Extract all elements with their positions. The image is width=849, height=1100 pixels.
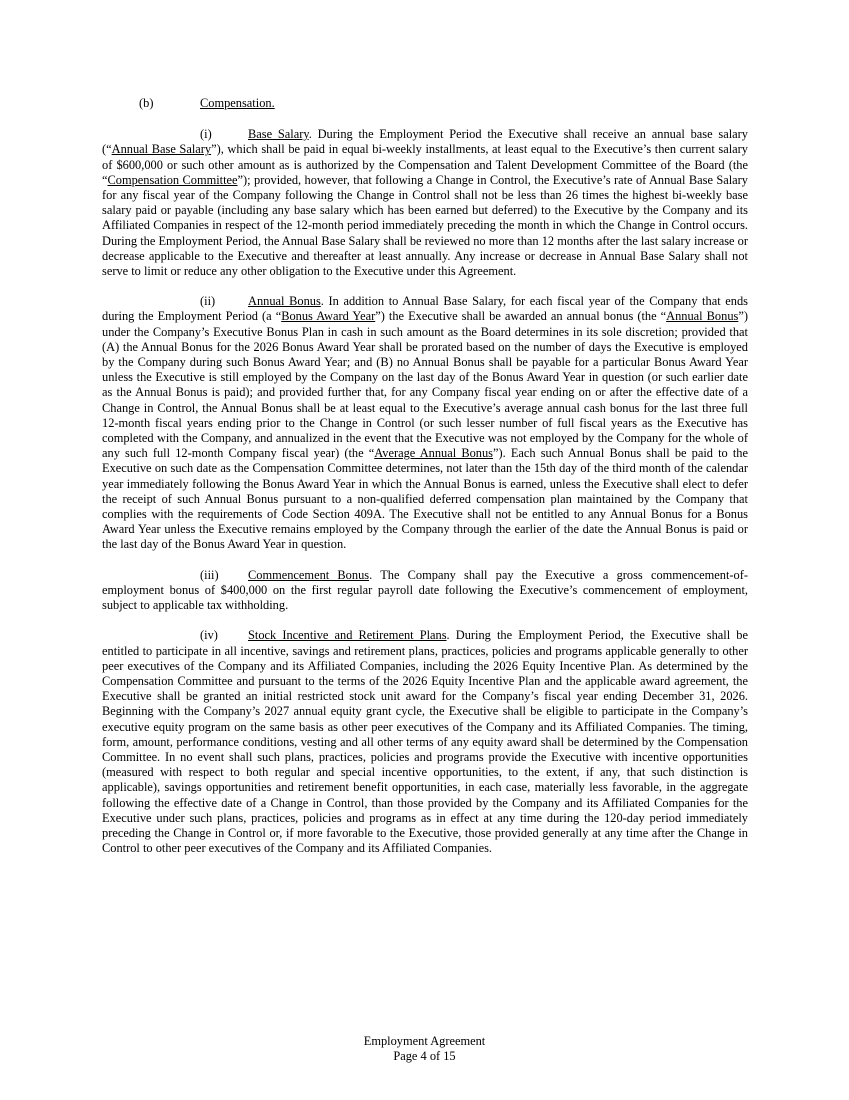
defined-term: Annual Base Salary	[111, 142, 212, 157]
paragraph-number: (i)	[200, 127, 212, 142]
paragraph-text: ”) under the Company’s Executive Bonus Plan in cash in such amount as the Board determines in its sole discretion; provided that (A) the Annual Bonus for the 2026 Bonus Award Year shall be prorated based on the number of days the Executive is employed by the Company during such Bonus Award Year; and (B) no Annual Bonus shall be payable for a particular Bonus Award Year unless the Executive is still employed by the Company on the last day of the Bonus Award Year in question (or such earlier date as the Annual Bonus is paid); and provided further that, for any Company fiscal year ending on or after the effective date of a Change in Control, the Annual Bonus shall be at least equal to the Executive’s average annual cash bonus for the last three full 12-month fiscal years ending prior to the Change in Control (or such lesser number of full fiscal years as the Executive has completed with the Company, and annualized in the event that the Executive was not employed by the Company for the whole of any such full 12-month Company fiscal year) (the “	[102, 309, 748, 461]
paragraph-text: ”). Each such Annual Bonus shall be paid to the Executive on such date as the Compensation Committee determines, not later than the 15th day of the third month of the calendar year immediately following the Bonus Award Year in which the Annual Bonus is earned, unless the Executive shall elect to defer the receipt of such Annual Bonus pursuant to a non-qualified deferred compensation plan maintained by the Company that complies with the requirements of Code Section 409A. The Executive shall not be entitled to any Annual Bonus for a Bonus Award Year unless the Executive remains employed by the Company through the earlier of the date the Annual Bonus is paid or the last day of the Bonus Award Year in question.	[102, 446, 749, 552]
paragraph-title: Commencement Bonus	[248, 567, 370, 582]
defined-term: Annual Bonus	[666, 309, 739, 324]
paragraph-stock-incentive: (iv) Stock Incentive and Retirement Plans. During the Employment Period, the Executive shall be entitled to participate in all incentive, savings and retirement plans, practices, policies and programs applicable generally to other peer executives of the Company and its Affiliated Companies, including the 2026 Equity Incentive Plan. As determined by the Compensation Committee and pursuant to the terms of the 2026 Equity Incentive Plan and the applicable award agreement, the Executive shall be granted an initial restricted stock unit award for the Company’s fiscal year ending December 31, 2026. Beginning with the Company’s 2027 annual equity grant cycle, the Executive shall be eligible to participate in the Company’s executive equity program on the same basis as other peer executives of the Company and its Affiliated Companies. The timing, form, amount, performance conditions, vesting and all other terms of any equity award shall be determined by the Compensation Committee. In no event shall such plans, practices, policies and programs provide the Executive with incentive opportunities (measured with respect to both regular and special incentive opportunities, to the extent, if any, that such distinction is applicable), savings opportunities and retirement benefit opportunities, in each case, materially less favorable, in the aggregate following the effective date of a Change in Control, than those provided by the Company and its Affiliated Companies for the Executive under such plans, practices, policies and programs as in effect at any time during the 120-day period immediately preceding the Change in Control or, if more favorable to the Executive, those provided generally at any time after the Change in Control to other peer executives of the Company and its Affiliated Companies.	[102, 628, 748, 856]
defined-term: Compensation Committee	[107, 172, 238, 187]
paragraph-title: Stock Incentive and Retirement Plans	[248, 628, 447, 643]
paragraph-title: Base Salary	[248, 127, 309, 142]
paragraph-commencement-bonus: (iii) Commencement Bonus. The Company shall pay the Executive a gross commencement-of-employment bonus of $400,000 on the first regular payroll date following the Executive’s commencement of employment, subject to applicable tax withholding.	[102, 567, 748, 613]
paragraph-base-salary: (i) Base Salary. During the Employment Period the Executive shall receive an annual base salary (“Annual Base Salary”), which shall be paid in equal bi-weekly installments, at least equal to the Executive’s then current salary of $600,000 or such other amount as is authorized by the Compensation and Talent Development Committee of the Board (the “Compensation Committee”); provided, however, that following a Change in Control, the Executive’s rate of Annual Base Salary for any fiscal year of the Company following the Change in Control shall not be less than 26 times the highest bi-weekly base salary paid or payable (including any base salary which has been earned but deferred) to the Executive by the Company and its Affiliated Companies in respect of the 12-month period immediately preceding the month in which the Change in Control occurs. During the Employment Period, the Annual Base Salary shall be reviewed no more than 12 months after the last salary increase or decrease applicable to the Executive and thereafter at least annually. Any increase or decrease in Annual Base Salary shall not serve to limit or reduce any other obligation to the Executive under this Agreement.	[102, 127, 748, 279]
section-number: (b)	[139, 96, 154, 110]
paragraph-text: In addition to Annual Base Salary, for each fiscal year of the Company that ends during the Employment Period (a “	[102, 294, 748, 324]
paragraph-text: ”), which shall be paid in equal bi-weekly installments, at least equal to the Executive’s then current salary of $600,000 or such other amount as is authorized by the Compensation and Talent Development Committee of the Board (the “	[102, 142, 748, 187]
document-page	[102, 90, 748, 871]
paragraph-number: (ii)	[200, 294, 216, 309]
paragraph-text: ”); provided, however, that following a Change in Control, the Executive’s rate of Annual Base Salary for any fiscal year of the Company following the Change in Control shall not be less than 26 times the highest bi-weekly base salary paid or payable (including any base salary which has been earned but deferred) to the Executive by the Company and its Affiliated Companies in respect of the 12-month period immediately preceding the month in which the Change in Control occurs. During the Employment Period, the Annual Base Salary shall be reviewed no more than 12 months after the last salary increase or decrease applicable to the Executive and thereafter at least annually. Any increase or decrease in Annual Base Salary shall not serve to limit or reduce any other obligation to the Executive under this Agreement.	[102, 172, 748, 279]
footer-page-number: Page 4 of 15	[393, 1049, 456, 1063]
page-footer	[0, 1034, 849, 1064]
paragraph-text: During the Employment Period, the Executive shall be entitled to participate in all incentive, savings and retirement plans, practices, policies and programs applicable generally to other peer executives of the Company and its Affiliated Companies, including the 2026 Equity Incentive Plan. As determined by the Compensation Committee and pursuant to the terms of the 2026 Equity Incentive Plan and the applicable award agreement, the Executive shall be granted an initial restricted stock unit award for the Company’s fiscal year ending December 31, 2026. Beginning with the Company’s 2027 annual equity grant cycle, the Executive shall be eligible to participate in the Company’s executive equity program on the same basis as other peer executives of the Company and its Affiliated Companies. The timing, form, amount, performance conditions, vesting and all other terms of any equity award shall be determined by the Compensation Committee. In no event shall such plans, practices, policies and programs provide the Executive with incentive opportunities (measured with respect to both regular and special incentive opportunities, to the extent, if any, that such distinction is applicable), savings opportunities and retirement benefit opportunities, in each case, materially less favorable, in the aggregate following the effective date of a Change in Control, than those provided by the Company and its Affiliated Companies for the Executive under such plans, practices, policies and programs as in effect at any time during the 120-day period immediately preceding the Change in Control or, if more favorable to the Executive, those provided generally at any time after the Change in Control to other peer executives of the Company and its Affiliated Companies.	[102, 628, 748, 856]
paragraph-title: Annual Bonus	[248, 294, 321, 309]
footer-document-title: Employment Agreement	[363, 1034, 486, 1048]
section-title: Compensation.	[200, 96, 275, 110]
paragraph-text: ”) the Executive shall be awarded an annual bonus (the “	[375, 309, 667, 324]
defined-term: Average Annual Bonus	[374, 446, 493, 461]
section-heading	[102, 96, 748, 111]
paragraph-number: (iv)	[200, 628, 218, 643]
paragraph-text: During the Employment Period the Executive shall receive an annual base salary (“	[102, 127, 748, 157]
defined-term: Bonus Award Year	[281, 309, 376, 324]
paragraph-annual-bonus: (ii) Annual Bonus. In addition to Annual Base Salary, for each fiscal year of the Company that ends during the Employment Period (a “Bonus Award Year”) the Executive shall be awarded an annual bonus (the “Annual Bonus”) under the Company’s Executive Bonus Plan in cash in such amount as the Board determines in its sole discretion; provided that (A) the Annual Bonus for the 2026 Bonus Award Year shall be prorated based on the number of days the Executive is employed by the Company during such Bonus Award Year; and (B) no Annual Bonus shall be payable for a particular Bonus Award Year unless the Executive is still employed by the Company on the last day of the Bonus Award Year in question (or such earlier date as the Annual Bonus is paid); and provided further that, for any Company fiscal year ending on or after the effective date of a Change in Control, the Annual Bonus shall be at least equal to the Executive’s average annual cash bonus for the last three full 12-month fiscal years ending prior to the Change in Control (or such lesser number of full fiscal years as the Executive has completed with the Company, and annualized in the event that the Executive was not employed by the Company for the whole of any such full 12-month Company fiscal year) (the “Average Annual Bonus”). Each such Annual Bonus shall be paid to the Executive on such date as the Compensation Committee determines, not later than the 15th day of the third month of the calendar year immediately following the Bonus Award Year in which the Annual Bonus is earned, unless the Executive shall elect to defer the receipt of such Annual Bonus pursuant to a non-qualified deferred compensation plan maintained by the Company that complies with the requirements of Code Section 409A. The Executive shall not be entitled to any Annual Bonus for a Bonus Award Year unless the Executive remains employed by the Company through the earlier of the date the Annual Bonus is paid or the last day of the Bonus Award Year in question.	[102, 294, 749, 552]
paragraph-number: (iii)	[200, 567, 219, 582]
paragraph-text: The Company shall pay the Executive a gross commencement-of-employment bonus of $400,000 on the first regular payroll date following the Executive’s commencement of employment, subject to applicable tax withholding.	[102, 567, 748, 613]
